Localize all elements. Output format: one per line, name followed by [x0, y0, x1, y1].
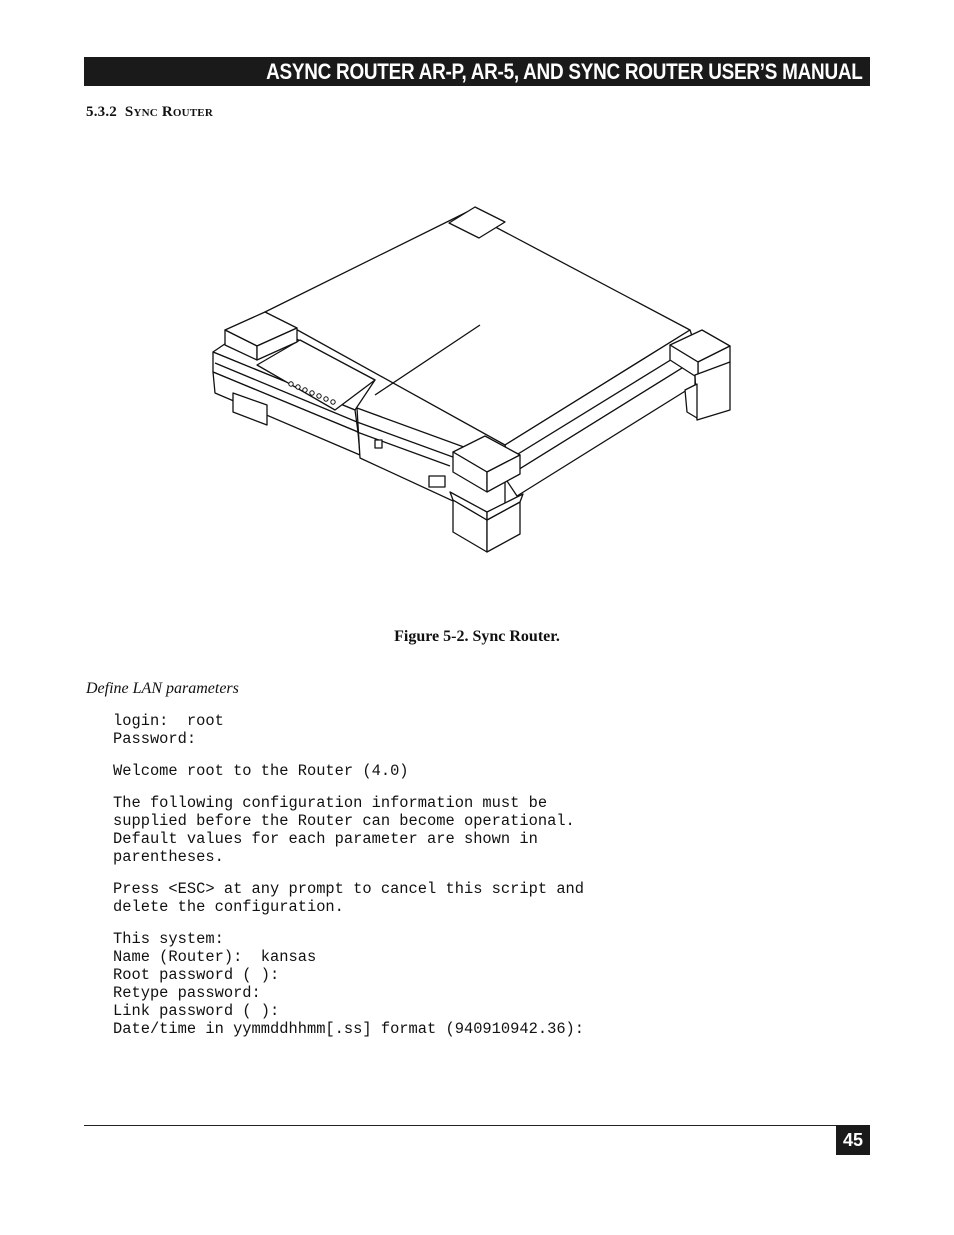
- console-line: Welcome root to the Router (4.0): [113, 762, 409, 780]
- footer-rule: [84, 1125, 870, 1126]
- console-transcript: [113, 712, 713, 1052]
- console-line: Press <ESC> at any prompt to cancel this script and: [113, 880, 585, 898]
- console-line: supplied before the Router can become operational.: [113, 812, 575, 830]
- console-line: Root password ( ):: [113, 966, 280, 984]
- console-block: [113, 880, 713, 916]
- console-line: login: root: [113, 712, 224, 730]
- section-heading: [86, 104, 213, 121]
- router-device-illustration: [205, 200, 745, 565]
- procedure-label: Define LAN parameters: [86, 680, 239, 697]
- console-line: Password:: [113, 730, 197, 748]
- console-line: Date/time in yymmddhhmm[.ss] format (940910942.36):: [113, 1020, 585, 1038]
- console-block: [113, 930, 713, 1038]
- router-figure: [205, 200, 745, 565]
- header-bar: [84, 57, 870, 86]
- console-line: Name (Router): kansas: [113, 948, 317, 966]
- manual-title: ASYNC ROUTER AR-P, AR-5, AND SYNC ROUTER USER’S MANUAL: [266, 59, 863, 84]
- console-block: [113, 712, 713, 748]
- console-line: Retype password:: [113, 984, 261, 1002]
- section-number: 5.3.2: [86, 104, 117, 120]
- console-line: delete the configuration.: [113, 898, 344, 916]
- console-line: This system:: [113, 930, 224, 948]
- console-block: [113, 794, 713, 866]
- console-line: The following configuration information must be: [113, 794, 548, 812]
- console-line: Link password ( ):: [113, 1002, 280, 1020]
- console-line: parentheses.: [113, 848, 224, 866]
- console-block: [113, 762, 713, 780]
- console-line: Default values for each parameter are shown in: [113, 830, 538, 848]
- page-number: 45: [836, 1125, 870, 1155]
- section-title: Sync Router: [124, 104, 213, 120]
- figure-caption: Figure 5-2. Sync Router.: [394, 628, 560, 645]
